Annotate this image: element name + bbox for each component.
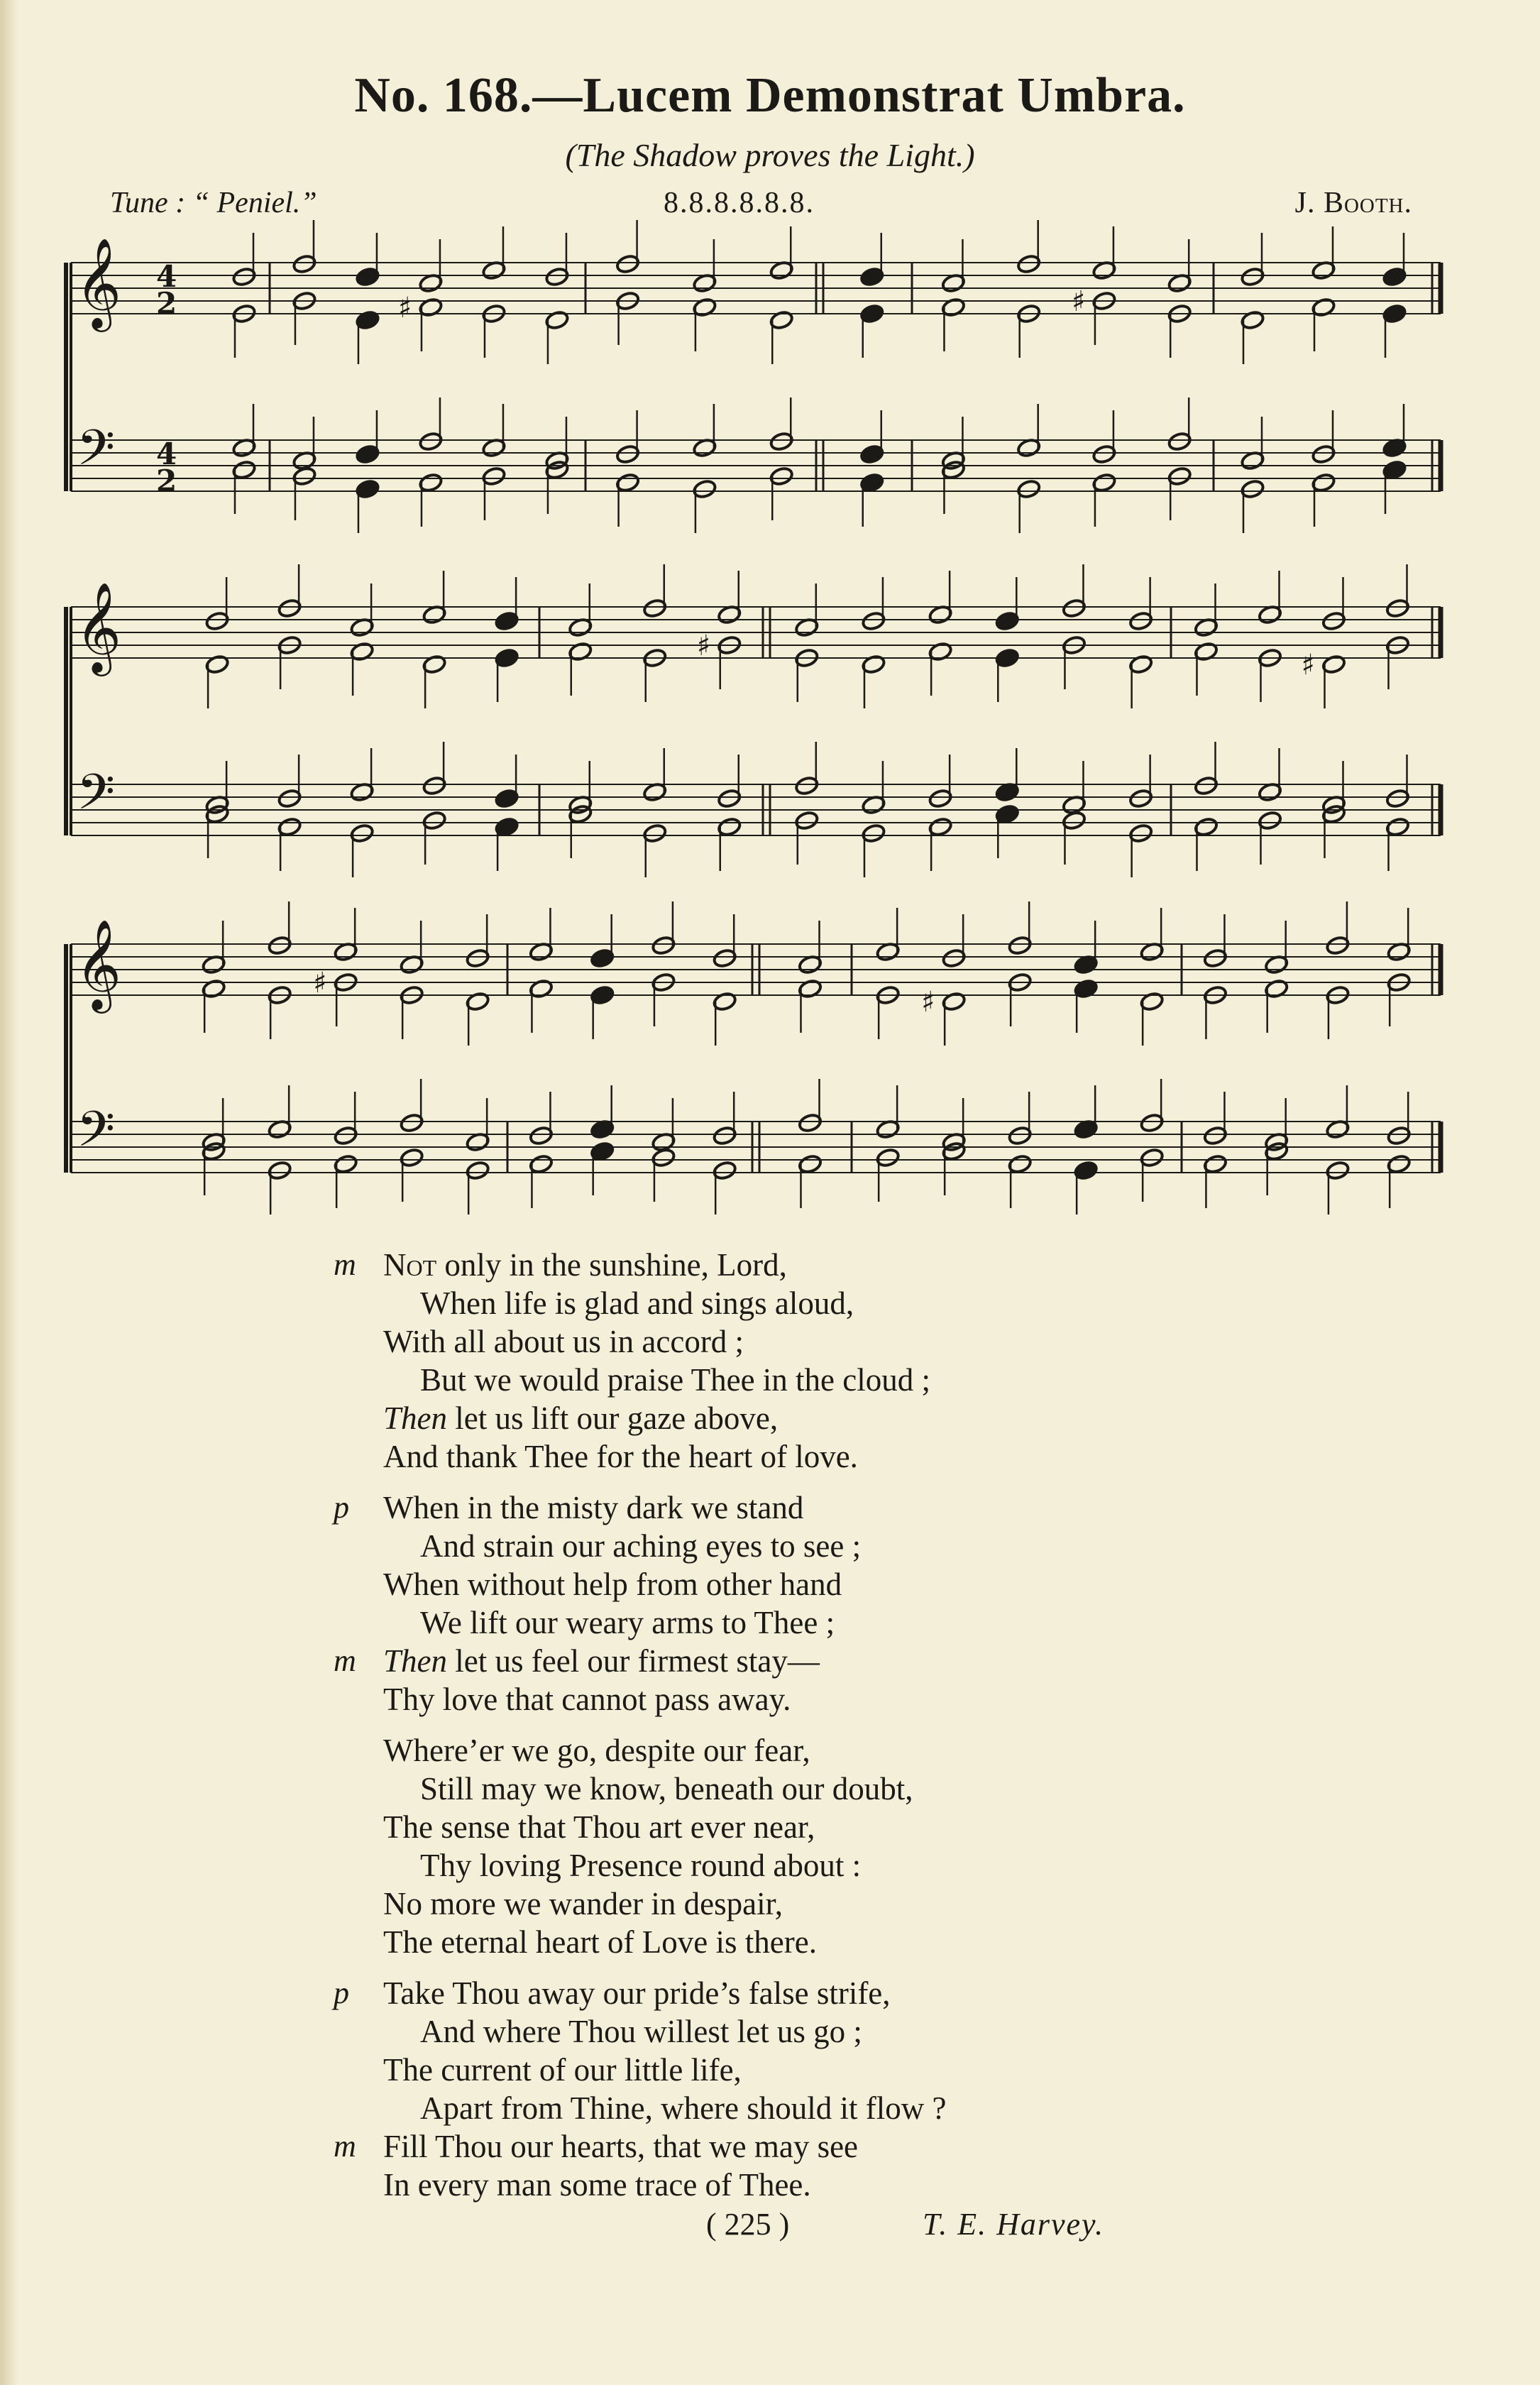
verse-text: And strain our aching eyes to see ; — [420, 1528, 862, 1564]
stanza — [334, 1246, 1306, 1476]
treble-clef: 𝄞 — [75, 237, 122, 328]
verse-line — [383, 1437, 1306, 1476]
hymn-subtitle: (The Shadow proves the Light.) — [565, 137, 975, 173]
verse-text: The current of our little life, — [383, 2052, 742, 2088]
dynamic-marking: m — [334, 1247, 356, 1282]
verse-line — [334, 2127, 1306, 2166]
verse-line — [334, 1488, 1306, 1527]
verse-line — [383, 2089, 1306, 2127]
verse-text: And where Thou willest let us go ; — [420, 2014, 862, 2049]
verse-line — [383, 1923, 1306, 1961]
time-signature-bottom: 2 — [156, 464, 177, 498]
verse-text: In every man some trace of Thee. — [383, 2167, 811, 2203]
verse-text: let us lift our gaze above, — [447, 1400, 779, 1436]
verse-text: The sense that Thou art ever near, — [383, 1809, 815, 1845]
sharp-accidental: ♯ — [1301, 649, 1315, 681]
stanza — [383, 1731, 1306, 1961]
verse-text: No more we wander in despair, — [383, 1886, 783, 1921]
verse-line — [383, 1846, 1306, 1885]
verse-line — [383, 2012, 1306, 2051]
bass-clef: 𝄢 — [77, 419, 116, 488]
verse-text: Still may we know, beneath our doubt, — [420, 1771, 913, 1806]
verse-line — [383, 1808, 1306, 1846]
system-bracket — [64, 944, 68, 1173]
verse-text: But we would praise Thee in the cloud ; — [420, 1362, 931, 1398]
verse-text: only in the sunshine, Lord, — [436, 1247, 787, 1283]
verse-line — [383, 1680, 1306, 1718]
sharp-accidental: ♯ — [397, 292, 412, 324]
dynamic-marking: p — [334, 1975, 349, 2010]
verse-text: Take Thou away our pride’s false strife, — [383, 1975, 891, 2011]
system-bracket — [64, 263, 68, 491]
verse-line — [383, 2166, 1306, 2204]
bass-clef: 𝄢 — [77, 1100, 116, 1170]
verse-line — [383, 1603, 1306, 1642]
verse-text: Thy love that cannot pass away. — [383, 1682, 791, 1717]
stanza — [334, 1974, 1306, 2204]
page-number: ( 225 ) — [706, 2207, 790, 2242]
verse-text: And thank Thee for the heart of love. — [383, 1439, 858, 1474]
verse-line — [383, 1885, 1306, 1923]
hymn-verses — [334, 1246, 1306, 2217]
dynamic-marking: m — [334, 1643, 356, 1678]
verse-line — [383, 1284, 1306, 1322]
composer: J. Booth. — [1294, 187, 1412, 219]
verse-line — [383, 1361, 1306, 1399]
hymn-title: No. 168.—Lucem Demonstrat Umbra. — [354, 68, 1186, 123]
system-bracket — [64, 607, 68, 835]
verse-text: Thy loving Presence round about : — [420, 1848, 862, 1883]
verse-line — [383, 1527, 1306, 1565]
verse-line — [383, 1731, 1306, 1770]
verse-line — [383, 1770, 1306, 1808]
verse-text: Then — [383, 1643, 447, 1679]
tune-name: Tune : “ Peniel.” — [110, 187, 317, 219]
verse-text: When life is glad and sings aloud, — [420, 1285, 854, 1321]
bass-clef: 𝄢 — [77, 763, 116, 833]
sharp-accidental: ♯ — [1071, 285, 1086, 318]
verse-text: With all about us in accord ; — [383, 1324, 744, 1359]
sharp-accidental: ♯ — [313, 967, 327, 999]
verse-text: Where’er we go, despite our fear, — [383, 1733, 810, 1768]
stanza — [334, 1488, 1306, 1718]
dynamic-marking: p — [334, 1490, 349, 1525]
verse-text: When in the misty dark we stand — [383, 1490, 804, 1525]
verse-line — [383, 1322, 1306, 1361]
author: T. E. Harvey. — [923, 2207, 1105, 2242]
verse-line — [383, 2051, 1306, 2089]
time-signature-top: 4 — [156, 437, 177, 471]
meter: 8.8.8.8.8.8. — [664, 187, 815, 219]
verse-text: When without help from other hand — [383, 1567, 842, 1602]
time-signature-bottom: 2 — [156, 286, 177, 321]
time-signature-top: 4 — [156, 259, 177, 294]
verse-line — [334, 1642, 1306, 1680]
sharp-accidental: ♯ — [696, 630, 711, 662]
verse-text: ot — [406, 1247, 437, 1283]
verse-text: Then — [383, 1400, 447, 1436]
sharp-accidental: ♯ — [921, 986, 935, 1019]
dynamic-marking: m — [334, 2129, 356, 2164]
verse-line — [334, 1246, 1306, 1284]
verse-text: N — [383, 1247, 407, 1283]
verse-text: We lift our weary arms to Thee ; — [420, 1605, 835, 1640]
verse-line — [383, 1399, 1306, 1437]
verse-text: The eternal heart of Love is there. — [383, 1924, 817, 1960]
verse-line — [334, 1974, 1306, 2012]
verse-line — [383, 1565, 1306, 1603]
treble-clef: 𝄞 — [75, 919, 122, 1009]
verse-text: let us feel our firmest stay— — [447, 1643, 820, 1679]
verse-text: Apart from Thine, where should it flow ? — [420, 2090, 947, 2126]
treble-clef: 𝄞 — [75, 581, 122, 672]
verse-text: Fill Thou our hearts, that we may see — [383, 2129, 859, 2164]
